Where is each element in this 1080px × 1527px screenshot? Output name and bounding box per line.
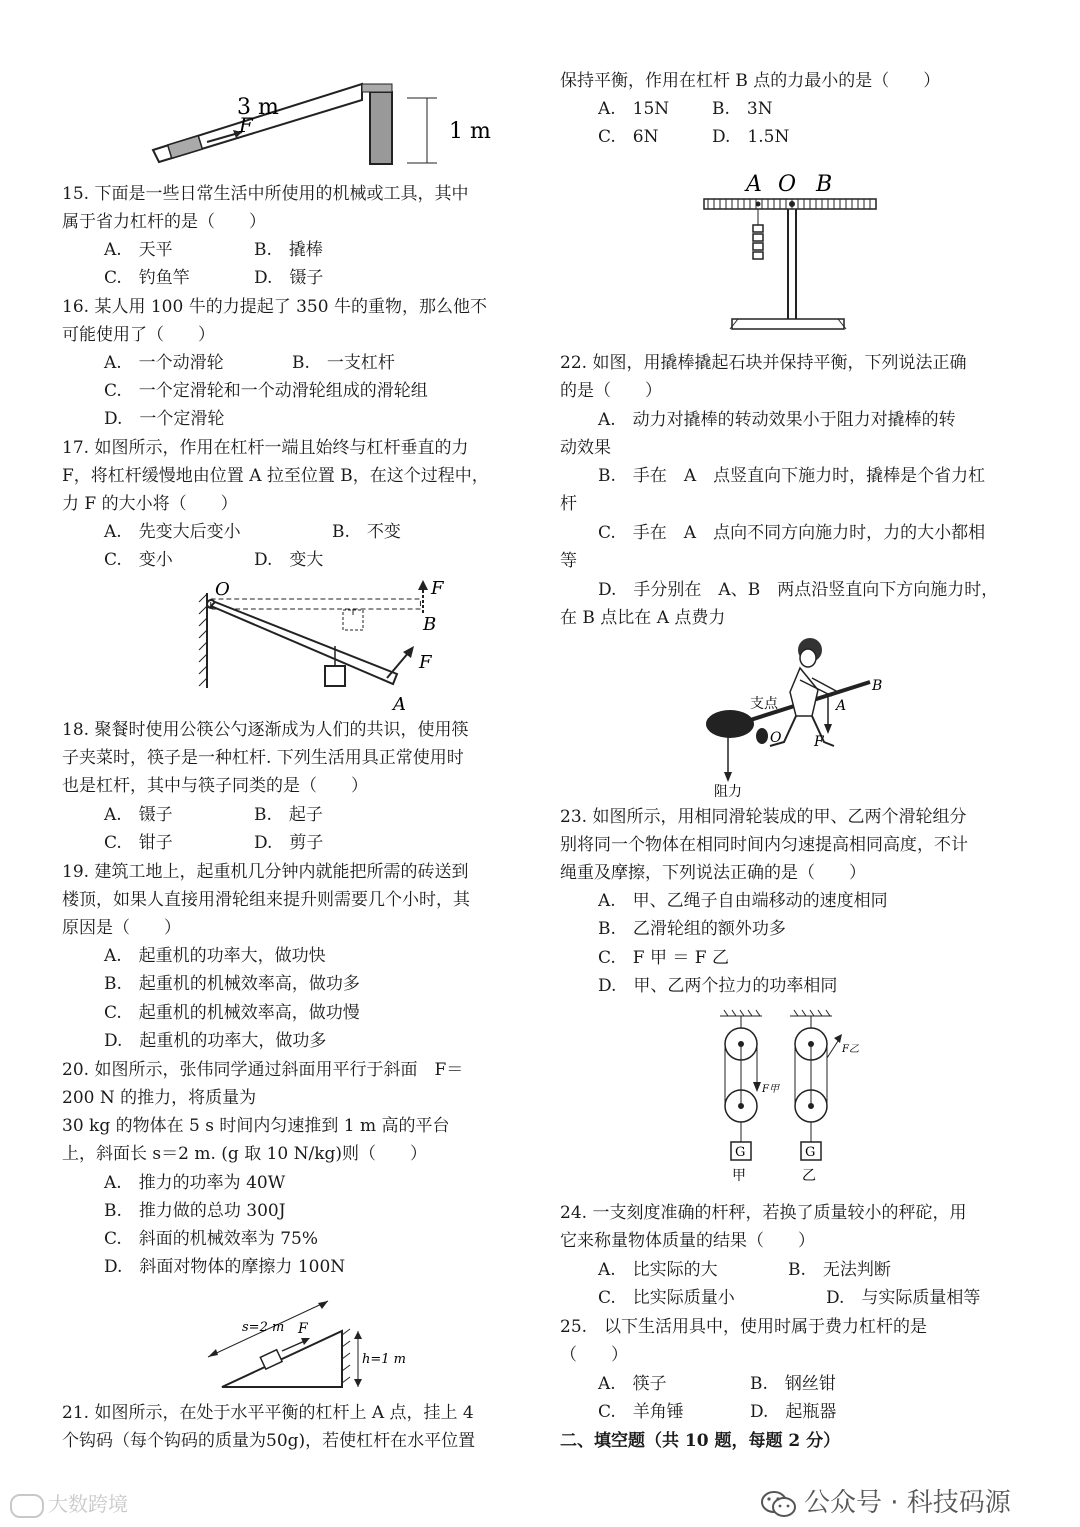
q18-line-3: 也是杠杆，其中与筷子同类的是（ ）	[62, 776, 368, 796]
q22-option-a-cont: 动效果	[560, 438, 611, 458]
crowbar-label-f: F	[814, 734, 824, 750]
q24-line-2: 它来称量物体质量的结果（ ）	[560, 1231, 815, 1251]
lever-figure-q17	[197, 578, 444, 716]
q25-option-d: D. 起瓶器	[750, 1402, 837, 1422]
q20-line-3: 30 kg 的物体在 5 s 时间内匀速推到 1 m 高的平台	[62, 1116, 450, 1136]
q21-option-c: C. 6N	[598, 127, 659, 147]
q20-option-a: A. 推力的功率为 40W	[104, 1173, 286, 1193]
q19-line-1: 19. 建筑工地上，起重机几分钟内就能把所需的砖送到	[62, 862, 469, 882]
q23-option-a: A. 甲、乙绳子自由端移动的速度相同	[598, 891, 888, 911]
pulley-f2-label: F乙	[842, 1044, 859, 1055]
q23-option-b: B. 乙滑轮组的额外功多	[598, 919, 786, 939]
q22-line-1: 22. 如图，用撬棒撬起石块并保持平衡，下列说法正确	[560, 353, 967, 373]
pulley-f1-label: F甲	[762, 1084, 779, 1095]
ramp20-s-label: s=2 m	[242, 1320, 285, 1335]
q19-option-a: A. 起重机的功率大，做功快	[104, 946, 326, 966]
ramp-height-label: 1 m	[449, 119, 491, 144]
q16-option-c: C. 一个定滑轮和一个动滑轮组成的滑轮组	[104, 381, 428, 401]
q15-line-2: 属于省力杠杆的是（ ）	[62, 212, 266, 232]
q17-option-c: C. 变小	[104, 550, 173, 570]
ramp-figure-top	[147, 70, 507, 170]
q20-option-b: B. 推力做的总功 300J	[104, 1201, 286, 1221]
watermark-left	[10, 1488, 128, 1518]
pulley-g1-label: G	[735, 1145, 746, 1160]
pulley-g2-label: G	[805, 1145, 816, 1160]
q25-option-a: A. 筷子	[598, 1374, 667, 1394]
wechat-icon	[760, 1490, 798, 1518]
ramp20-h-label: h=1 m	[362, 1352, 406, 1367]
pulley-figure	[718, 1008, 868, 1188]
q16-option-a: A. 一个动滑轮	[104, 353, 224, 373]
q24-option-d: D. 与实际质量相等	[826, 1288, 981, 1308]
watermark-left-text: 大数跨境	[48, 1492, 128, 1516]
watermark-logo-icon	[10, 1494, 44, 1518]
q19-option-b: B. 起重机的机械效率高，做功多	[104, 974, 360, 994]
q22-line-2: 的是（ ）	[560, 381, 662, 401]
q18-option-b: B. 起子	[254, 805, 323, 825]
q22-option-b-cont: 杆	[560, 494, 577, 514]
q20-option-c: C. 斜面的机械效率为 75%	[104, 1229, 318, 1249]
q18-line-2: 子夹菜时，筷子是一种杠杆. 下列生活用具正常使用时	[62, 748, 464, 768]
balance-label-b: B	[816, 172, 833, 197]
q23-option-c: C. F 甲 ＝ F 乙	[598, 948, 730, 968]
q25-line-1: 25. 以下生活用具中，使用时属于费力杠杆的是	[560, 1317, 928, 1337]
q19-option-c: C. 起重机的机械效率高，做功慢	[104, 1003, 360, 1023]
balance-label-o: O	[778, 172, 797, 197]
q24-option-b: B. 无法判断	[788, 1260, 891, 1280]
q24-option-a: A. 比实际的大	[598, 1260, 718, 1280]
ramp-length-label: 3 m	[237, 95, 279, 120]
q23-line-2: 别将同一个物体在相同时间内匀速提高相同高度，不计	[560, 835, 968, 855]
q17-line-1: 17. 如图所示，作用在杠杆一端且始终与杠杆垂直的力	[62, 438, 469, 458]
q23-option-d: D. 甲、乙两个拉力的功率相同	[598, 976, 838, 996]
pulley-cap-jia: 甲	[732, 1168, 746, 1184]
crowbar-label-b: B	[872, 678, 883, 694]
q22-option-d-cont: 在 B 点比在 A 点费力	[560, 608, 726, 628]
ramp-figure-q20	[202, 1295, 442, 1395]
q15-option-c: C. 钓鱼竿	[104, 268, 190, 288]
q15-option-d: D. 镊子	[254, 268, 324, 288]
q21-option-a: A. 15N	[598, 99, 670, 119]
q16-option-d: D. 一个定滑轮	[104, 409, 225, 429]
q24-line-1: 24. 一支刻度准确的杆秤，若换了质量较小的秤砣，用	[560, 1203, 967, 1223]
ramp20-f-label: F	[298, 1321, 308, 1337]
watermark-right-text: 公众号 · 科技码源	[804, 1488, 1011, 1518]
q22-option-c-cont: 等	[560, 551, 577, 571]
q21-option-d: D. 1.5N	[712, 127, 790, 147]
q15-option-b: B. 撬棒	[254, 240, 323, 260]
q18-option-a: A. 镊子	[104, 805, 173, 825]
q20-option-d: D. 斜面对物体的摩擦力 100N	[104, 1257, 346, 1277]
q17-option-d: D. 变大	[254, 550, 324, 570]
q22-option-d: D. 手分别在 A、B 两点沿竖直向下方向施力时，	[598, 580, 999, 600]
q16-line-1: 16. 某人用 100 牛的力提起了 350 牛的重物，那么他不	[62, 297, 487, 317]
q25-line-2: （ ）	[560, 1345, 628, 1365]
q25-option-b: B. 钢丝钳	[750, 1374, 836, 1394]
q16-option-b: B. 一支杠杆	[292, 353, 395, 373]
q18-option-d: D. 剪子	[254, 833, 324, 853]
crowbar-label-o: O	[770, 730, 782, 746]
q21-line-1: 21. 如图所示，在处于水平平衡的杠杆上 A 点，挂上 4	[62, 1403, 474, 1423]
pulley-cap-yi: 乙	[802, 1168, 816, 1184]
lever-label-a: A	[393, 694, 406, 715]
ramp-force-label: F	[239, 113, 253, 137]
q23-line-1: 23. 如图所示，用相同滑轮装成的甲、乙两个滑轮组分	[560, 807, 967, 827]
watermark-right	[760, 1482, 1011, 1519]
q20-line-2: 200 N 的推力，将质量为	[62, 1088, 257, 1108]
q25-option-c: C. 羊角锤	[598, 1402, 684, 1422]
q15-option-a: A. 天平	[104, 240, 173, 260]
section-2-heading: 二、填空题（共 10 题，每题 2 分）	[560, 1431, 841, 1451]
q19-line-3: 原因是（ ）	[62, 918, 181, 938]
crowbar-figure	[700, 636, 890, 800]
q19-line-2: 楼顶，如果人直接用滑轮组来提升则需要几个小时，其	[62, 890, 470, 910]
q17-option-b: B. 不变	[332, 522, 401, 542]
q17-option-a: A. 先变大后变小	[104, 522, 241, 542]
q22-option-c: C. 手在 A 点向不同方向施力时，力的大小都相	[598, 523, 986, 543]
q23-line-3: 绳重及摩擦，下列说法正确的是（ ）	[560, 863, 866, 883]
crowbar-label-fulcrum: 支点	[750, 696, 778, 712]
lever-label-f-top: F	[431, 578, 444, 599]
q19-option-d: D. 起重机的功率大，做功多	[104, 1031, 327, 1051]
q17-line-3: 力 F 的大小将（ ）	[62, 494, 238, 514]
crowbar-label-resistance: 阻力	[714, 784, 742, 800]
q15-line-1: 15. 下面是一些日常生活中所使用的机械或工具，其中	[62, 184, 469, 204]
balance-label-a: A	[746, 172, 762, 197]
balance-lever-figure	[700, 165, 880, 337]
q18-line-1: 18. 聚餐时使用公筷公勺逐渐成为人们的共识，使用筷	[62, 720, 469, 740]
crowbar-label-a: A	[836, 698, 847, 714]
q21-line-3: 保持平衡，作用在杠杆 B 点的力最小的是（ ）	[560, 71, 941, 91]
q17-line-2: F，将杠杆缓慢地由位置 A 拉至位置 B，在这个过程中，	[62, 466, 489, 486]
lever-label-b: B	[423, 614, 437, 635]
q22-option-b: B. 手在 A 点竖直向下施力时，撬棒是个省力杠	[598, 466, 986, 486]
lever-label-f-bottom: F	[419, 652, 432, 673]
q18-option-c: C. 钳子	[104, 833, 173, 853]
q21-line-2: 个钩码（每个钩码的质量为50g)，若使杠杆在水平位置	[62, 1431, 476, 1451]
lever-label-o: O	[215, 579, 230, 600]
q16-line-2: 可能使用了（ ）	[62, 325, 215, 345]
q21-option-b: B. 3N	[712, 99, 773, 119]
q22-option-a: A. 动力对撬棒的转动效果小于阻力对撬棒的转	[598, 410, 956, 430]
q20-line-4: 上，斜面长 s＝2 m. (g 取 10 N/kg)则（ ）	[62, 1144, 428, 1164]
q20-line-1: 20. 如图所示，张伟同学通过斜面用平行于斜面 F＝	[62, 1060, 464, 1080]
q24-option-c: C. 比实际质量小	[598, 1288, 735, 1308]
